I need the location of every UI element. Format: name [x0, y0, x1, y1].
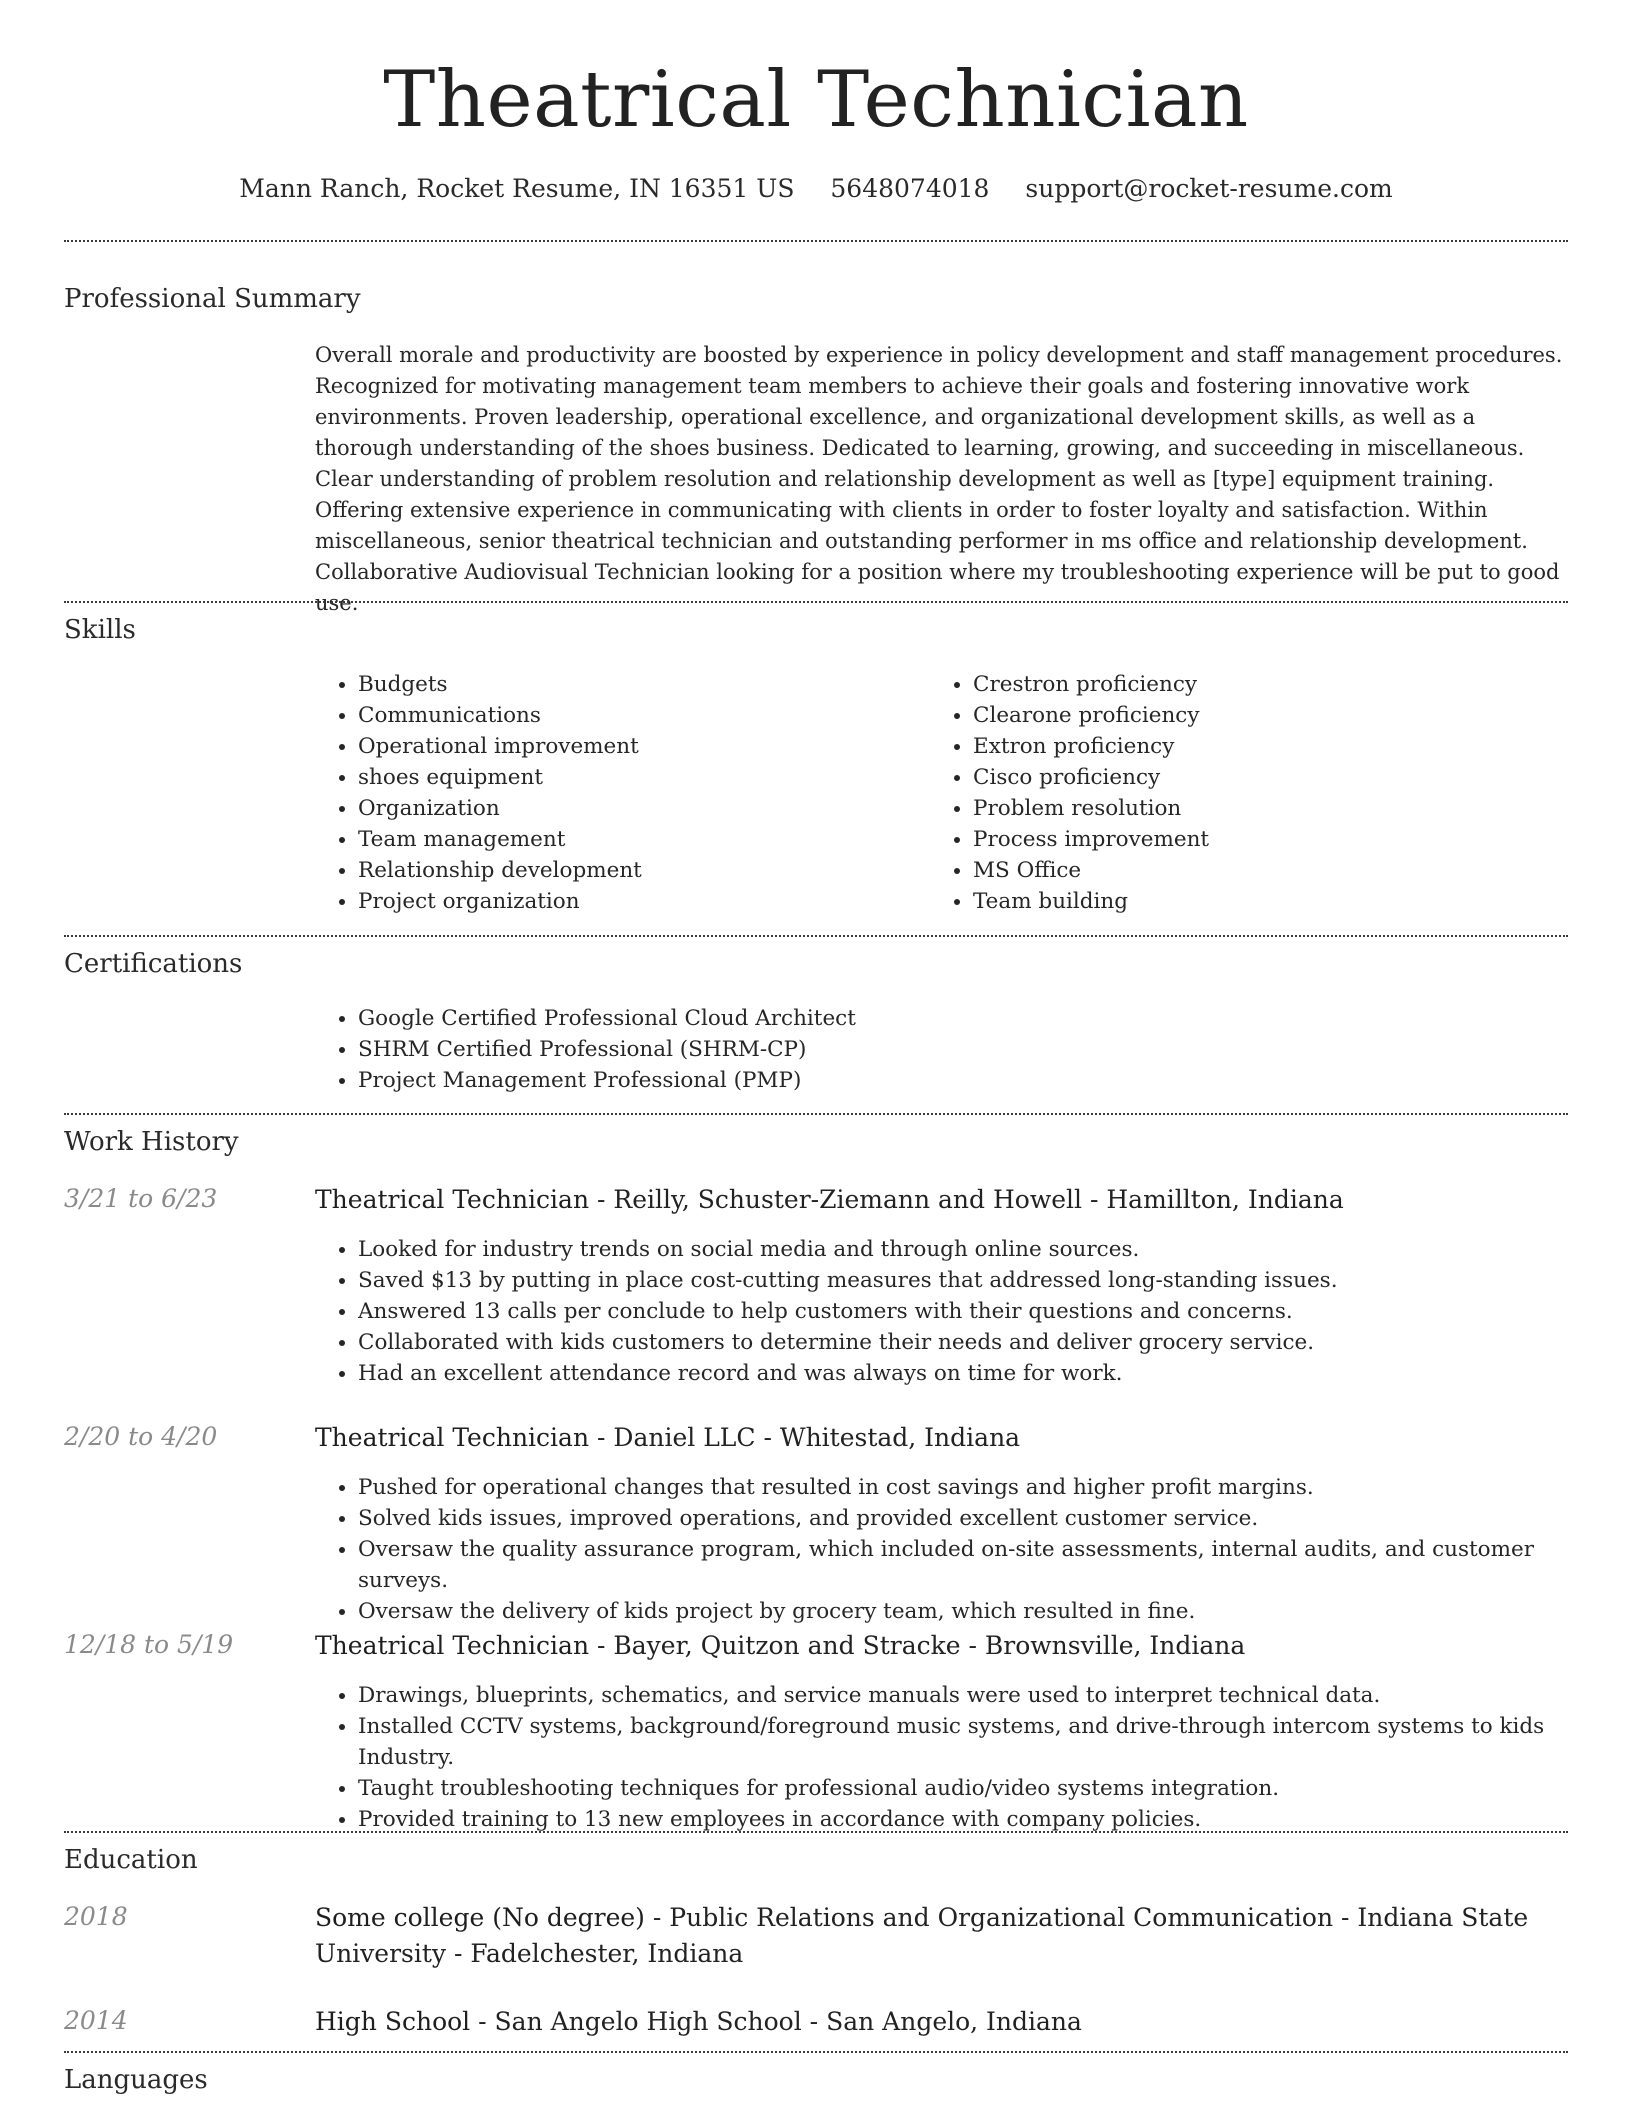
- divider: [64, 1113, 1568, 1115]
- skill-item: • Project organization: [358, 886, 930, 917]
- education-section: [64, 1844, 1568, 2044]
- divider: [64, 240, 1568, 242]
- job-bullet: • Pushed for operational changes that resulted in cost savings and higher profit margins.: [358, 1472, 1568, 1503]
- languages-section: [64, 2064, 1568, 2104]
- skill-item: • Team management: [358, 824, 930, 855]
- section-title-languages: Languages: [64, 2065, 208, 2095]
- job-location: Whitestad, Indiana: [779, 1423, 1021, 1452]
- job-bullet: • Collaborated with kids customers to determine their needs and deliver grocery service.: [358, 1327, 1568, 1358]
- job-entry: [64, 1182, 1568, 1392]
- certification-item: • Project Management Professional (PMP): [358, 1065, 1568, 1096]
- skill-item: • Operational improvement: [358, 731, 930, 762]
- skill-item: • Cisco proficiency: [973, 762, 1545, 793]
- education-entry: [64, 1900, 1568, 1980]
- contact-phone: 5648074018: [830, 174, 990, 203]
- job-bullet: • Saved $13 by putting in place cost-cutting measures that addressed long-standing issues.: [358, 1265, 1568, 1296]
- divider: [64, 935, 1568, 937]
- education-title-line: [315, 1900, 1568, 1972]
- divider: [64, 2051, 1568, 2053]
- skill-item: • Crestron proficiency: [973, 669, 1545, 700]
- separator: -: [589, 1631, 614, 1660]
- skill-item: • Process improvement: [973, 824, 1545, 855]
- job-bullet: • Installed CCTV systems, background/foreground music systems, and drive-through intercom systems to kids Industry.: [358, 1711, 1568, 1773]
- separator: -: [1333, 1903, 1358, 1932]
- education-school: Indiana State University: [315, 1903, 1529, 1968]
- job-company: Reilly, Schuster-Ziemann and Howell: [613, 1185, 1083, 1214]
- divider: [64, 601, 1568, 603]
- job-bullet: • Looked for industry trends on social media and through online sources.: [358, 1234, 1568, 1265]
- skill-item: • Communications: [358, 700, 930, 731]
- section-title-education: Education: [64, 1845, 198, 1875]
- skills-section: [64, 614, 1568, 914]
- separator: -: [589, 1423, 614, 1452]
- skill-item: • Clearone proficiency: [973, 700, 1545, 731]
- job-dates: 3/21 to 6/23: [64, 1184, 218, 1213]
- skill-item: • Problem resolution: [973, 793, 1545, 824]
- education-title-line: [315, 2004, 1568, 2040]
- education-school: San Angelo High School: [494, 2007, 802, 2036]
- education-field: Public Relations and Organizational Communication: [669, 1903, 1334, 1932]
- separator: -: [644, 1903, 670, 1932]
- section-title-skills: Skills: [64, 615, 136, 645]
- education-location: San Angelo, Indiana: [826, 2007, 1082, 2036]
- contact-email: support@rocket-resume.com: [1025, 174, 1393, 203]
- job-title-line: [315, 1420, 1568, 1456]
- job-entry: [64, 1420, 1568, 1624]
- education-year: 2014: [64, 2006, 128, 2035]
- contact-line: [0, 172, 1632, 206]
- job-company: Bayer, Quitzon and Stracke: [613, 1631, 961, 1660]
- skill-item: • Budgets: [358, 669, 930, 700]
- job-bullets: [315, 1472, 1568, 1627]
- divider: [64, 1831, 1568, 1833]
- skill-item: • Relationship development: [358, 855, 930, 886]
- job-bullet: • Oversaw the quality assurance program, which included on-site assessments, internal audits, and customer surveys.: [358, 1534, 1568, 1596]
- job-bullets: [315, 1680, 1568, 1835]
- job-location: Brownsville, Indiana: [984, 1631, 1246, 1660]
- job-bullet: • Solved kids issues, improved operations, and provided excellent customer service.: [358, 1503, 1568, 1534]
- separator: -: [801, 2007, 827, 2036]
- job-bullet: • Taught troubleshooting techniques for professional audio/video systems integration.: [358, 1773, 1568, 1804]
- certifications-section: [64, 948, 1568, 1108]
- summary-section: [64, 283, 1568, 615]
- education-degree: High School: [315, 2007, 471, 2036]
- separator: -: [446, 1939, 471, 1968]
- separator: -: [960, 1631, 985, 1660]
- separator: -: [1082, 1185, 1107, 1214]
- separator: -: [470, 2007, 495, 2036]
- work-history-section: [64, 1126, 1568, 1832]
- job-role: Theatrical Technician: [315, 1185, 590, 1214]
- job-bullet: • Answered 13 calls per conclude to help customers with their questions and concerns.: [358, 1296, 1568, 1327]
- job-role: Theatrical Technician: [315, 1631, 590, 1660]
- separator: -: [589, 1185, 614, 1214]
- section-title-certifications: Certifications: [64, 949, 243, 979]
- skill-item: • MS Office: [973, 855, 1545, 886]
- job-bullets: [315, 1234, 1568, 1389]
- education-location: Fadelchester, Indiana: [470, 1939, 744, 1968]
- contact-address: Mann Ranch, Rocket Resume, IN 16351 US: [239, 174, 795, 203]
- separator: -: [755, 1423, 780, 1452]
- job-bullet: • Provided training to 13 new employees in accordance with company policies.: [358, 1804, 1568, 1835]
- job-dates: 2/20 to 4/20: [64, 1422, 218, 1451]
- job-bullet: • Had an excellent attendance record and was always on time for work.: [358, 1358, 1568, 1389]
- education-degree: Some college (No degree): [315, 1903, 645, 1932]
- job-title-line: [315, 1182, 1568, 1218]
- certifications-content: [315, 1003, 1568, 1096]
- job-company: Daniel LLC: [613, 1423, 756, 1452]
- job-title-line: [315, 1628, 1568, 1664]
- job-entry: [64, 1628, 1568, 1832]
- skills-column-left: [315, 669, 930, 917]
- certification-item: • Google Certified Professional Cloud Architect: [358, 1003, 1568, 1034]
- job-location: Hamillton, Indiana: [1106, 1185, 1344, 1214]
- job-bullet: • Drawings, blueprints, schematics, and service manuals were used to interpret technical data.: [358, 1680, 1568, 1711]
- job-bullet: • Oversaw the delivery of kids project by grocery team, which resulted in fine.: [358, 1596, 1568, 1627]
- section-title-work-history: Work History: [64, 1127, 239, 1157]
- skill-item: • Organization: [358, 793, 930, 824]
- skills-columns: [315, 669, 1568, 917]
- skill-item: • Team building: [973, 886, 1545, 917]
- section-title-summary: Professional Summary: [64, 284, 361, 314]
- job-dates: 12/18 to 5/19: [64, 1630, 234, 1659]
- certification-item: • SHRM Certified Professional (SHRM-CP): [358, 1034, 1568, 1065]
- summary-content: [315, 340, 1568, 619]
- skill-item: • Extron proficiency: [973, 731, 1545, 762]
- job-role: Theatrical Technician: [315, 1423, 590, 1452]
- skill-item: • shoes equipment: [358, 762, 930, 793]
- summary-text: Overall morale and productivity are boosted by experience in policy development and staff management procedures. Recognized for motivating management team members to achieve their goals and fostering innovative work environments. Proven leadership, operational excellence, and organizational development skills, as well as a thorough understanding of the shoes business. Dedicated to learning, growing, and succeeding in miscellaneous. Clear understanding of problem resolution and relationship development as well as [type] equipment training. Offering extensive experience in communicating with clients in order to foster loyalty and satisfaction. Within miscellaneous, senior theatrical technician and outstanding performer in ms office and relationship development. Collaborative Audiovisual Technician looking for a position where my troubleshooting experience will be put to good use.: [315, 343, 1563, 615]
- skills-column-right: [930, 669, 1545, 917]
- education-year: 2018: [64, 1902, 128, 1931]
- education-entry: [64, 2004, 1568, 2044]
- candidate-name: Theatrical Technician: [383, 55, 1249, 145]
